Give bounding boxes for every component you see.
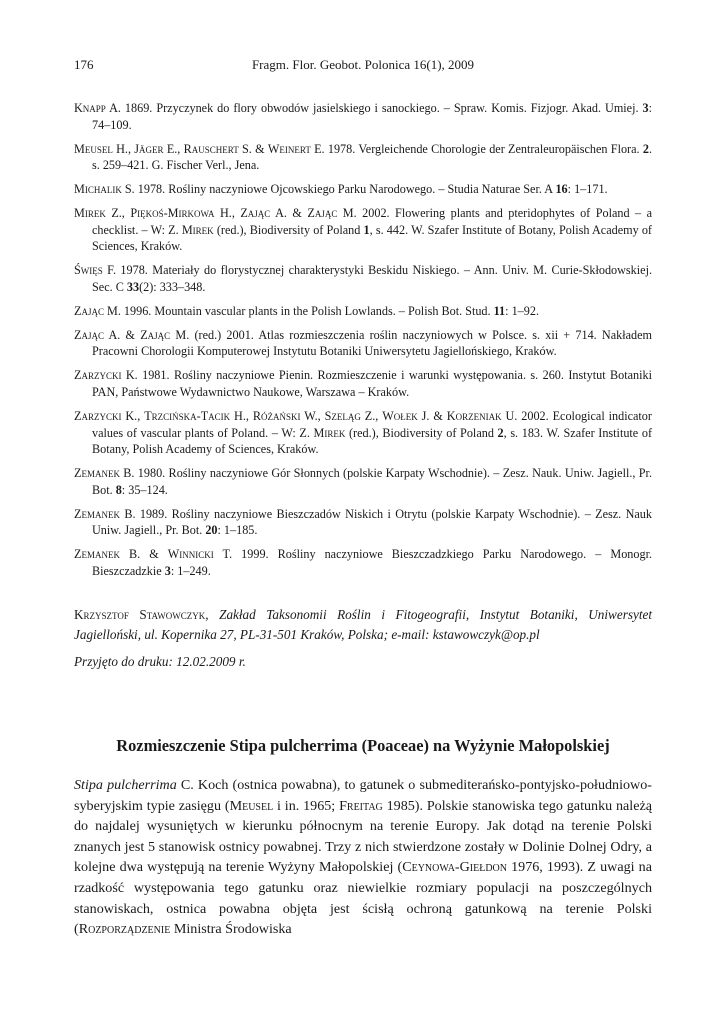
reference-text: B. 1980. Rośliny naczyniowe Gór Słonnych (polskie Karpaty Wschodnie). – Zesz. Nauk. Uniw. Jagiell., Pr. Bot. bbox=[92, 466, 652, 497]
reference-text: W., bbox=[300, 409, 325, 424]
reference-pages: : 1–185. bbox=[217, 523, 258, 538]
reference-entry bbox=[74, 100, 652, 133]
species-name: Stipa pulcherrima bbox=[74, 777, 177, 793]
reference-author: Szeląg bbox=[324, 409, 361, 424]
reference-pages: : 35–124. bbox=[121, 482, 168, 497]
reference-text: E. bbox=[310, 141, 325, 156]
reference-text: 2002. Flowering plants and pteridophytes of Poland – a checklist. – W: Z. bbox=[92, 206, 652, 237]
reference-text: M. bbox=[337, 206, 357, 221]
reference-author: Zarzycki bbox=[74, 368, 122, 383]
citation-author: Meusel bbox=[229, 797, 274, 814]
reference-author: Zając bbox=[74, 327, 104, 342]
body-text: 1976, 1993). Z uwagi na rzadkość występowania tego gatunku oraz niewielkie rozmiary populacji na poszczególnych stanowiskach, ostnica powabna objęta jest ścisłą ochroną gatunkową na terenie Polski ( bbox=[74, 859, 652, 938]
reference-entry bbox=[74, 506, 652, 539]
reference-editor: Mirek bbox=[181, 222, 214, 237]
reference-entry bbox=[74, 205, 652, 255]
reference-text: Z., bbox=[105, 206, 131, 221]
reference-volume: 8 bbox=[115, 482, 122, 497]
reference-author: Zając bbox=[140, 327, 171, 342]
body-text: i in. 1965; bbox=[273, 797, 340, 814]
citation-author: Rozporządzenie bbox=[78, 921, 171, 938]
reference-author: Knapp bbox=[74, 101, 106, 115]
reference-text: 2002. Ecological indicator values of vascular plants of Poland. – W: Z. bbox=[92, 409, 652, 440]
reference-author: Zając bbox=[307, 206, 338, 221]
reference-text: (red.), Biodiversity of Poland bbox=[213, 222, 364, 237]
reference-volume: 11 bbox=[493, 303, 506, 318]
body-text: Ministra Środowiska bbox=[170, 921, 292, 938]
reference-text: Z., bbox=[360, 409, 383, 424]
reference-list bbox=[74, 100, 652, 587]
reference-text: A. 1869. Przyczynek do flory obwodów jasielskiego i sanockiego. – Spraw. Komis. Fizjogr. Akad. Umiej. bbox=[105, 101, 643, 115]
page-number: 176 bbox=[74, 57, 94, 72]
reference-text: A. & bbox=[103, 327, 141, 342]
reference-entry bbox=[74, 181, 652, 198]
reference-author: Wołek bbox=[382, 409, 418, 424]
reference-author: Zarzycki bbox=[74, 409, 122, 424]
reference-author: Rauschert bbox=[183, 141, 239, 156]
reference-text: J. & bbox=[417, 409, 447, 424]
reference-author: Różański bbox=[252, 409, 301, 424]
reference-author: Zemanek bbox=[74, 466, 120, 481]
reference-text: H., bbox=[214, 206, 241, 221]
reference-volume: 1 bbox=[363, 222, 370, 237]
reference-author: Meusel bbox=[74, 141, 113, 156]
reference-pages: : 1–249. bbox=[170, 563, 211, 578]
reference-volume: 3 bbox=[642, 101, 649, 115]
reference-text: T. bbox=[213, 547, 233, 562]
reference-volume: 16 bbox=[555, 182, 568, 197]
reference-pages: : 1–171. bbox=[567, 182, 608, 197]
author-first-name: Krzysztof bbox=[74, 607, 129, 622]
reference-author: Winnicki bbox=[167, 547, 214, 562]
reference-text: K. 1981. Rośliny naczyniowe Pienin. Rozmieszczenie i warunki występowania. s. 260. Instytut Botaniki PAN, Państwowe Wydawnictwo Naukowe, Warszawa – Kraków. bbox=[92, 368, 652, 400]
reference-text: E., bbox=[163, 141, 184, 156]
body-text: 1985). Polskie stanowiska tego gatunku należą do najdalej wysuniętych w kierunku północnym na terenie Europy. Jak dotąd na terenie Polski znanych jest 5 stanowisk ostnicy powabnej. Trzy z nich stwierdzone zostały w Dolinie Dolnej Odry, a kolejne dwa występują na terenie Wyżyny Małopolskiej ( bbox=[74, 797, 652, 876]
reference-author: Trzcińska-Tacik bbox=[144, 409, 231, 424]
article-body bbox=[74, 775, 652, 940]
body-text: C. Koch (ostnica powabna), to gatunek o submediterańsko-pontyjsko-południowo-syberyjskim typie zasięgu ( bbox=[74, 777, 652, 814]
journal-citation: Fragm. Flor. Geobot. Polonica 16(1), 2009 bbox=[251, 57, 475, 72]
reference-pages: : 74–109. bbox=[92, 101, 652, 132]
reference-volume: 2 bbox=[642, 141, 649, 156]
reference-author: Zemanek bbox=[74, 547, 120, 562]
reference-text: H., bbox=[112, 141, 135, 156]
author-last-name: Stawowczyk bbox=[139, 607, 206, 622]
reference-text: M. bbox=[170, 327, 190, 342]
reference-entry bbox=[74, 141, 652, 174]
reference-text: 1978. Vergleichende Chorologie der Zentraleuropäischen Flora. bbox=[324, 141, 643, 156]
reference-text: F. 1978. Materiały do florystycznej charakterystyki Beskidu Niskiego. – Ann. Univ. M. Curie-Skłodowskiej. Sec. C bbox=[92, 263, 652, 294]
reference-text: A. & bbox=[270, 206, 308, 221]
reference-author: Zemanek bbox=[74, 506, 120, 521]
citation-author: Freitag bbox=[339, 797, 383, 814]
running-header bbox=[74, 57, 652, 75]
citation-author: Ceynowa-Giełdon bbox=[402, 859, 507, 876]
reference-pages: : 1–92. bbox=[505, 303, 539, 318]
reference-entry bbox=[74, 303, 652, 320]
reference-text: B. & bbox=[119, 547, 168, 562]
reference-text: H., bbox=[230, 409, 253, 424]
reference-pages: , s. 442. W. Szafer Institute of Botany, Polish Academy of Sciences, Kraków. bbox=[92, 222, 652, 254]
reference-entry bbox=[74, 367, 652, 400]
reference-entry bbox=[74, 262, 652, 295]
author-affiliation: , Zakład Taksonomii Roślin i Fitogeografii, Instytut Botaniki, Uniwersytet Jagielloński, ul. Kopernika 27, PL-31-501 Kraków, Polska; e-mail: kstawowczyk@op.pl bbox=[74, 607, 652, 642]
reference-editor: Mirek bbox=[313, 425, 346, 440]
reference-author: Jäger bbox=[134, 141, 164, 156]
reference-author: Weinert bbox=[267, 141, 311, 156]
reference-entry bbox=[74, 408, 652, 458]
reference-author: Piękoś-Mirkowa bbox=[130, 206, 215, 221]
reference-author: Michalik bbox=[74, 182, 122, 197]
reference-text: K., bbox=[121, 409, 145, 424]
reference-pages: (2): 333–348. bbox=[139, 279, 206, 294]
reference-text: (red.), Biodiversity of Poland bbox=[345, 425, 498, 440]
reference-author: Zając bbox=[240, 206, 271, 221]
author-address bbox=[74, 605, 652, 644]
reference-text: B. 1989. Rośliny naczyniowe Bieszczadów Niskich i Otrytu (polskie Karpaty Wschodnie). – Zesz. Nauk Uniw. Jagiell., Pr. Bot. bbox=[92, 506, 652, 538]
reference-text: 1999. Rośliny naczyniowe Bieszczadzkiego Parku Narodowego. – Monogr. Bieszczadzkie bbox=[92, 547, 652, 578]
reference-text: S. 1978. Rośliny naczyniowe Ojcowskiego Parku Narodowego. – Studia Naturae Ser. A bbox=[121, 182, 556, 197]
reference-entry bbox=[74, 465, 652, 498]
reference-volume: 2 bbox=[497, 425, 504, 440]
reference-author: Święs bbox=[74, 263, 103, 278]
reference-author: Korzeniak bbox=[446, 409, 502, 424]
reference-entry bbox=[74, 327, 652, 360]
reference-author: Zając bbox=[74, 303, 104, 318]
reference-text: S. & bbox=[238, 141, 268, 156]
reference-volume: 20 bbox=[205, 523, 218, 538]
reference-pages: . s. 259–421. G. Fischer Verl., Jena. bbox=[92, 141, 652, 173]
accepted-date: Przyjęto do druku: 12.02.2009 r. bbox=[74, 654, 246, 669]
article-title: Rozmieszczenie Stipa pulcherrima (Poaceae) na Wyżynie Małopolskiej bbox=[116, 736, 610, 755]
reference-text: (red.) 2001. Atlas rozmieszczenia roślin naczyniowych w Polsce. s. xii + 714. Nakładem Pracowni Chorologii Komputerowej Instytutu Botaniki Uniwersytetu Jagiellońskiego, Kraków. bbox=[92, 327, 652, 359]
reference-text: U. bbox=[501, 409, 518, 424]
reference-text: M. 1996. Mountain vascular plants in the Polish Lowlands. – Polish Bot. Stud. bbox=[103, 303, 494, 318]
reference-volume: 3 bbox=[164, 563, 171, 578]
reference-volume: 33 bbox=[126, 279, 140, 294]
reference-pages: , s. 183. W. Szafer Institute of Botany, Polish Academy of Sciences, Kraków. bbox=[92, 425, 653, 457]
reference-author: Mirek bbox=[74, 206, 106, 221]
reference-entry bbox=[74, 546, 652, 579]
